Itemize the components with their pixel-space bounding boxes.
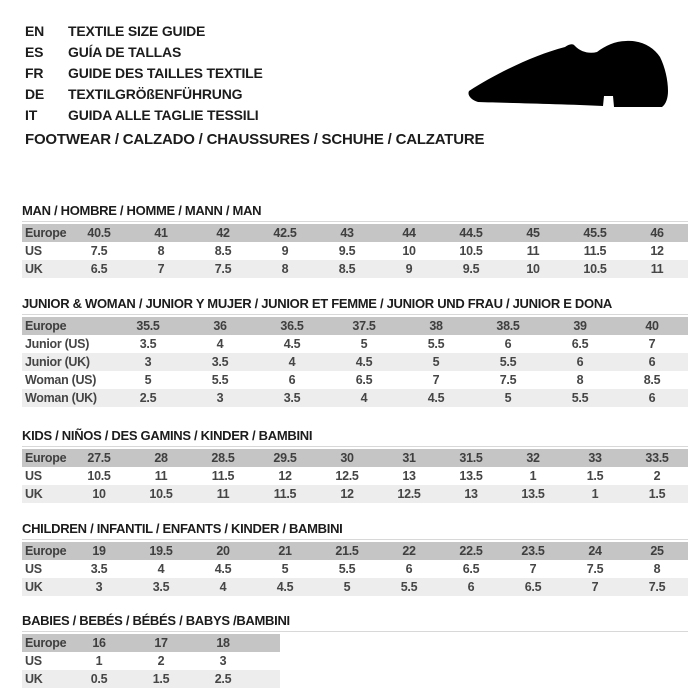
size-cell: 11.5 xyxy=(211,469,235,483)
size-cell: 10 xyxy=(68,485,130,503)
size-cell: 30 xyxy=(316,449,378,467)
size-cell: 5.5 xyxy=(338,562,356,576)
size-cell: 28.5 xyxy=(192,449,254,467)
size-table-junior xyxy=(22,317,688,407)
size-cell: 9.5 xyxy=(338,244,356,258)
size-cell: 4 xyxy=(256,353,328,371)
size-cell: 10.5 xyxy=(459,244,483,258)
size-cell: 6.5 xyxy=(355,373,373,387)
size-cell: 4.5 xyxy=(328,353,400,371)
size-cell: 10 xyxy=(402,244,416,258)
size-cell: 13 xyxy=(402,469,416,483)
size-cell: 17 xyxy=(130,634,192,652)
size-cell: 35.5 xyxy=(112,317,184,335)
table-rule xyxy=(22,314,688,407)
table-row xyxy=(22,670,280,688)
table-row xyxy=(22,652,280,670)
size-cell: 4 xyxy=(192,578,254,596)
size-cell: 3 xyxy=(219,654,227,668)
size-cell: 7.5 xyxy=(586,562,604,576)
size-cell: 0.5 xyxy=(68,670,130,688)
language-label: TEXTILE SIZE GUIDE xyxy=(68,22,206,39)
size-cell: 6.5 xyxy=(68,260,130,278)
header-row xyxy=(22,542,688,560)
size-cell: 7 xyxy=(432,373,440,387)
size-cell: 11.5 xyxy=(583,244,607,258)
size-table-kids xyxy=(22,449,688,503)
section-title-babies: BABIES / BEBÉS / BÉBÉS / BABYS /BAMBINI xyxy=(22,613,290,628)
table-rule xyxy=(22,446,688,503)
table-row xyxy=(22,389,688,407)
size-cell: 5.5 xyxy=(427,337,445,351)
row-label: US xyxy=(25,562,42,576)
size-cell: 25 xyxy=(626,542,688,560)
size-cell: 6 xyxy=(405,562,413,576)
size-cell: 6 xyxy=(440,578,502,596)
section-children xyxy=(22,521,688,596)
size-cell: 45.5 xyxy=(564,224,626,242)
size-cell: 6.5 xyxy=(502,578,564,596)
size-cell: 32 xyxy=(502,449,564,467)
size-cell: 11 xyxy=(626,260,688,278)
size-cell: 4.5 xyxy=(254,578,316,596)
size-cell: 22.5 xyxy=(440,542,502,560)
size-cell: 9.5 xyxy=(440,260,502,278)
table-row xyxy=(22,260,688,278)
table-row xyxy=(22,371,688,389)
size-cell: 10.5 xyxy=(564,260,626,278)
size-cell: 3.5 xyxy=(139,337,157,351)
row-label: Europe xyxy=(22,317,112,335)
size-cell: 42.5 xyxy=(254,224,316,242)
language-row-de xyxy=(25,83,263,104)
language-list xyxy=(25,20,263,125)
size-cell: 11 xyxy=(154,469,168,483)
table-row xyxy=(22,335,688,353)
size-cell: 12 xyxy=(278,469,292,483)
table-row xyxy=(22,485,688,503)
header-row xyxy=(22,449,688,467)
size-cell: 39 xyxy=(544,317,616,335)
language-code: FR xyxy=(25,64,44,81)
size-cell: 8 xyxy=(576,373,584,387)
size-cell: 12.5 xyxy=(335,469,359,483)
table-row xyxy=(22,578,688,596)
size-cell: 5 xyxy=(400,353,472,371)
size-cell: 5 xyxy=(281,562,289,576)
row-label: US xyxy=(25,654,42,668)
section-junior xyxy=(22,296,688,407)
dress-shoe-icon xyxy=(462,33,674,113)
size-cell: 2 xyxy=(157,654,165,668)
table-rule xyxy=(22,631,688,688)
size-cell: 38.5 xyxy=(472,317,544,335)
language-label: GUIDE DES TAILLES TEXTILE xyxy=(68,64,263,81)
size-cell: 5 xyxy=(316,578,378,596)
size-cell: 44 xyxy=(378,224,440,242)
size-cell: 6 xyxy=(616,389,688,407)
size-cell: 2.5 xyxy=(192,670,254,688)
row-label: Europe xyxy=(22,634,68,652)
size-table-children xyxy=(22,542,688,596)
section-title-kids: KIDS / NIÑOS / DES GAMINS / KINDER / BAMBINI xyxy=(22,428,313,443)
size-cell: 3.5 xyxy=(90,562,108,576)
size-cell: 20 xyxy=(192,542,254,560)
table-row xyxy=(22,467,688,485)
row-label: US xyxy=(25,469,42,483)
size-cell: 33 xyxy=(564,449,626,467)
size-cell: 5.5 xyxy=(472,353,544,371)
size-cell: 5.5 xyxy=(544,389,616,407)
size-cell: 1 xyxy=(529,469,537,483)
row-label: UK xyxy=(22,260,68,278)
size-cell: 1 xyxy=(564,485,626,503)
language-code: IT xyxy=(25,106,38,123)
size-cell: 3 xyxy=(112,353,184,371)
row-label: Europe xyxy=(22,542,68,560)
size-cell: 36 xyxy=(184,317,256,335)
size-cell: 13 xyxy=(440,485,502,503)
size-cell: 8 xyxy=(254,260,316,278)
row-label: UK xyxy=(22,485,68,503)
size-cell: 28 xyxy=(130,449,192,467)
category-heading: FOOTWEAR / CALZADO / CHAUSSURES / SCHUHE / CALZATURE xyxy=(25,131,485,148)
size-cell: 7 xyxy=(648,337,656,351)
size-cell: 29.5 xyxy=(254,449,316,467)
size-cell: 18 xyxy=(192,634,254,652)
size-cell: 12 xyxy=(650,244,664,258)
section-title-junior: JUNIOR & WOMAN / JUNIOR Y MUJER / JUNIOR ET FEMME / JUNIOR UND FRAU / JUNIOR E DONA xyxy=(22,296,613,311)
size-cell: 22 xyxy=(378,542,440,560)
size-cell: 3 xyxy=(184,389,256,407)
row-label: Junior (UK) xyxy=(22,353,112,371)
size-cell: 21 xyxy=(254,542,316,560)
row-label: Junior (US) xyxy=(25,337,90,351)
language-code: DE xyxy=(25,85,45,102)
section-kids xyxy=(22,428,688,503)
size-cell: 2.5 xyxy=(112,389,184,407)
size-cell: 6.5 xyxy=(462,562,480,576)
size-cell: 36.5 xyxy=(256,317,328,335)
size-cell: 4 xyxy=(328,389,400,407)
size-cell: 43 xyxy=(316,224,378,242)
language-label: TEXTILGRÖßENFÜHRUNG xyxy=(68,85,243,102)
header-row xyxy=(22,317,688,335)
table-rule xyxy=(22,539,688,596)
language-row-fr xyxy=(25,62,263,83)
size-cell: 6 xyxy=(616,353,688,371)
header-row xyxy=(22,634,280,652)
size-cell: 8.5 xyxy=(214,244,232,258)
size-cell: 23.5 xyxy=(502,542,564,560)
size-cell: 45 xyxy=(502,224,564,242)
size-cell: 6 xyxy=(544,353,616,371)
size-cell: 8.5 xyxy=(316,260,378,278)
filler-cell xyxy=(254,634,280,652)
size-cell: 7.5 xyxy=(90,244,108,258)
row-label: Woman (US) xyxy=(25,373,97,387)
size-cell: 1.5 xyxy=(586,469,604,483)
size-cell: 11 xyxy=(526,244,540,258)
size-cell: 4.5 xyxy=(214,562,232,576)
language-row-es xyxy=(25,41,263,62)
size-cell: 4.5 xyxy=(400,389,472,407)
size-cell: 6.5 xyxy=(571,337,589,351)
filler-cell xyxy=(254,652,280,670)
size-cell: 13.5 xyxy=(502,485,564,503)
size-cell: 2 xyxy=(653,469,661,483)
size-cell: 10.5 xyxy=(87,469,111,483)
size-cell: 4.5 xyxy=(283,337,301,351)
size-cell: 6 xyxy=(504,337,512,351)
size-cell: 8.5 xyxy=(643,373,661,387)
header-row xyxy=(22,224,688,242)
size-cell: 7 xyxy=(564,578,626,596)
size-cell: 31 xyxy=(378,449,440,467)
size-cell: 8 xyxy=(157,244,165,258)
size-cell: 42 xyxy=(192,224,254,242)
size-cell: 3 xyxy=(68,578,130,596)
size-table-babies xyxy=(22,634,280,688)
size-cell: 44.5 xyxy=(440,224,502,242)
language-row-it xyxy=(25,104,263,125)
language-label: GUIDA ALLE TAGLIE TESSILI xyxy=(68,106,259,123)
size-cell: 7.5 xyxy=(192,260,254,278)
size-cell: 6 xyxy=(288,373,296,387)
size-cell: 21.5 xyxy=(316,542,378,560)
table-row xyxy=(22,353,688,371)
size-cell: 1 xyxy=(95,654,103,668)
size-cell: 31.5 xyxy=(440,449,502,467)
size-cell: 19 xyxy=(68,542,130,560)
size-cell: 3.5 xyxy=(184,353,256,371)
filler-cell xyxy=(254,670,280,688)
size-cell: 12 xyxy=(316,485,378,503)
size-cell: 5 xyxy=(472,389,544,407)
section-title-man: MAN / HOMBRE / HOMME / MANN / MAN xyxy=(22,203,262,218)
size-cell: 38 xyxy=(400,317,472,335)
size-cell: 3.5 xyxy=(256,389,328,407)
table-rule xyxy=(22,221,688,278)
row-label: US xyxy=(25,244,42,258)
size-cell: 27.5 xyxy=(68,449,130,467)
size-cell: 8 xyxy=(653,562,661,576)
row-label: UK xyxy=(22,578,68,596)
language-code: ES xyxy=(25,43,44,60)
size-cell: 16 xyxy=(68,634,130,652)
table-row xyxy=(22,560,688,578)
language-code: EN xyxy=(25,22,45,39)
size-table-man xyxy=(22,224,688,278)
size-cell: 46 xyxy=(626,224,688,242)
language-row-en xyxy=(25,20,263,41)
size-cell: 1.5 xyxy=(626,485,688,503)
row-label: Europe xyxy=(22,224,68,242)
size-cell: 4 xyxy=(157,562,165,576)
size-cell: 5 xyxy=(144,373,152,387)
size-cell: 13.5 xyxy=(459,469,483,483)
size-cell: 7 xyxy=(529,562,537,576)
table-row xyxy=(22,242,688,260)
row-label: Woman (UK) xyxy=(22,389,112,407)
section-title-children: CHILDREN / INFANTIL / ENFANTS / KINDER / BAMBINI xyxy=(22,521,343,536)
size-cell: 41 xyxy=(130,224,192,242)
size-cell: 11 xyxy=(192,485,254,503)
row-label: Europe xyxy=(22,449,68,467)
language-label: GUÍA DE TALLAS xyxy=(68,43,182,60)
size-cell: 40.5 xyxy=(68,224,130,242)
size-cell: 5.5 xyxy=(211,373,229,387)
size-cell: 9 xyxy=(378,260,440,278)
size-cell: 5.5 xyxy=(378,578,440,596)
size-cell: 37.5 xyxy=(328,317,400,335)
size-cell: 7 xyxy=(130,260,192,278)
size-cell: 19.5 xyxy=(130,542,192,560)
size-cell: 40 xyxy=(616,317,688,335)
size-cell: 33.5 xyxy=(626,449,688,467)
size-cell: 7.5 xyxy=(499,373,517,387)
section-babies xyxy=(22,613,688,688)
size-cell: 4 xyxy=(216,337,224,351)
size-cell: 12.5 xyxy=(378,485,440,503)
size-cell: 11.5 xyxy=(254,485,316,503)
size-cell: 9 xyxy=(281,244,289,258)
section-man xyxy=(22,203,688,278)
size-cell: 3.5 xyxy=(130,578,192,596)
size-cell: 10 xyxy=(502,260,564,278)
size-cell: 7.5 xyxy=(626,578,688,596)
size-cell: 1.5 xyxy=(130,670,192,688)
size-cell: 24 xyxy=(564,542,626,560)
row-label: UK xyxy=(22,670,68,688)
size-cell: 10.5 xyxy=(130,485,192,503)
size-cell: 5 xyxy=(360,337,368,351)
